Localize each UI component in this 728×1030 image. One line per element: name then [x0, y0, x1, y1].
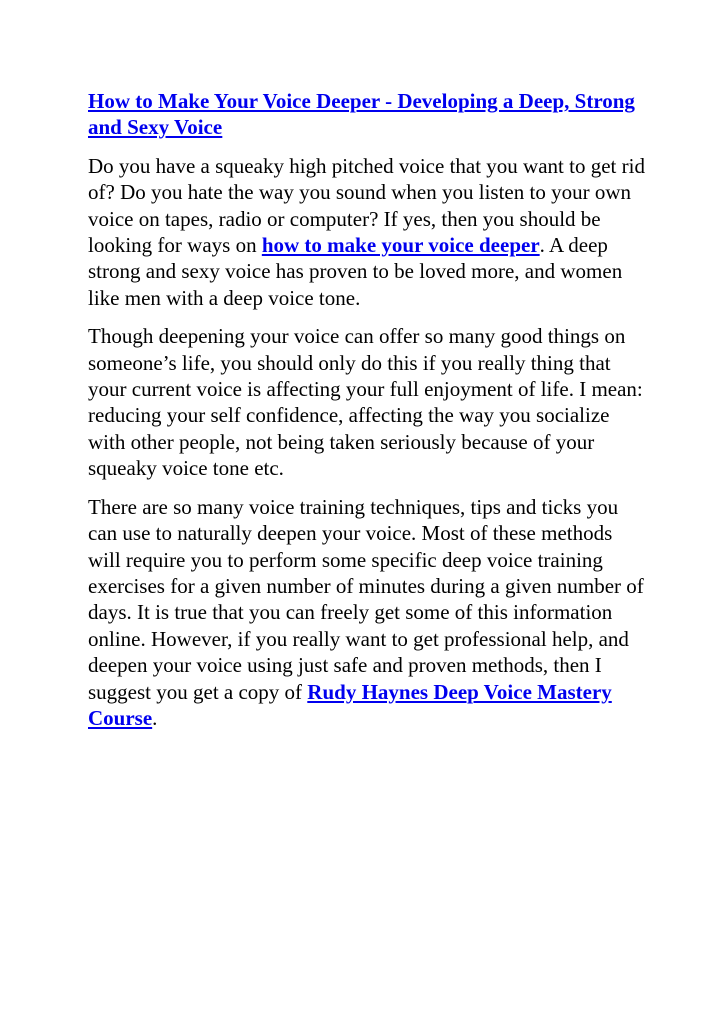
paragraph-1-text-before: Do you have a squeaky high pitched voice that you want to get rid of? Do you hate the way you sound when you listen to your own voice on tapes, radio or computer? If yes, then you should be looking for ways on	[88, 153, 645, 258]
paragraph-1-text-after: . A deep strong and sexy voice has proven to be loved more, and women like men with a deep voice tone.	[88, 233, 623, 310]
deep-voice-mastery-course-link[interactable]: Rudy Haynes Deep Voice Mastery Course	[88, 679, 612, 730]
how-to-make-voice-deeper-link[interactable]: how to make your voice deeper	[261, 233, 540, 258]
article-title	[88, 88, 648, 141]
paragraph-3	[88, 494, 648, 732]
paragraph-1	[88, 153, 648, 311]
paragraph-2: Though deepening your voice can offer so many good things on someone’s life, you should only do this if you really thing that your current voice is affecting your full enjoyment of life. I mean: reducing your self confidence, affecting the way you socialize with other people, not being taken seriously because of your squeaky voice tone etc.	[88, 324, 643, 481]
paragraph-3-text-after: .	[152, 705, 158, 730]
document-page	[88, 88, 648, 743]
article-title-link[interactable]: How to Make Your Voice Deeper - Developing a Deep, Strong and Sexy Voice	[88, 89, 635, 140]
paragraph-3-text-before: There are so many voice training techniques, tips and ticks you can use to naturally deepen your voice. Most of these methods will require you to perform some specific deep voice training exercises for a given number of minutes during a given number of days. It is true that you can freely get some of this information online. However, if you really want to get professional help, and deepen your voice using just safe and proven methods, then I suggest you get a copy of	[88, 494, 644, 704]
